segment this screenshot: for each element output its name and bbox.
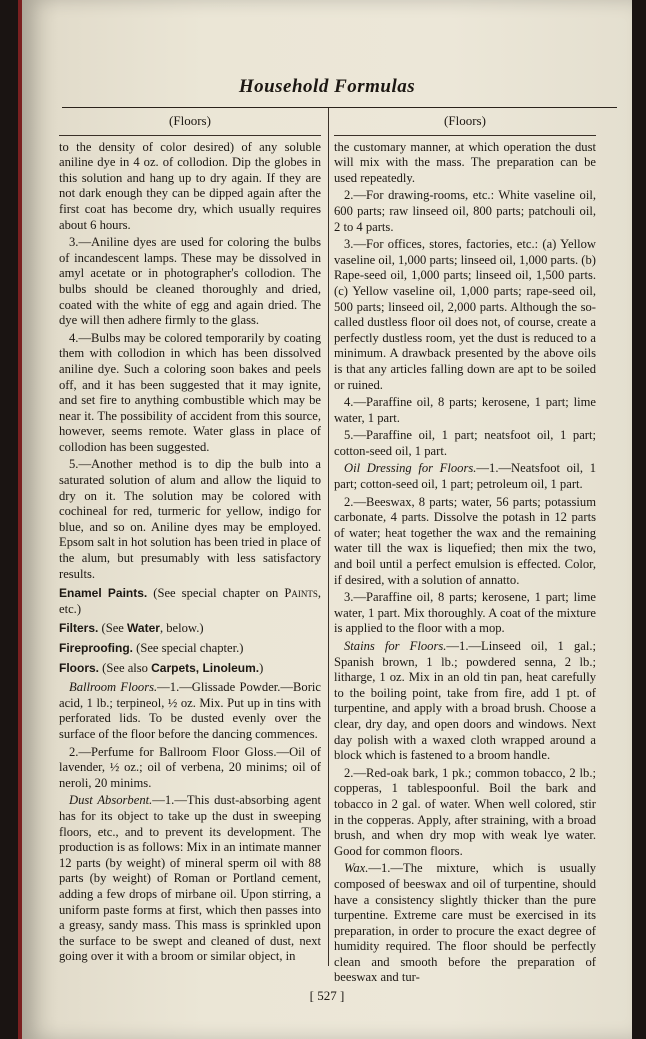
oil-dressing-paragraph	[334, 461, 596, 492]
page-number: [ 527 ]	[309, 988, 345, 1003]
entry-text-end: , etc.)	[59, 586, 322, 616]
entry-fireproofing	[59, 641, 321, 657]
entry-enamel-paints	[59, 586, 321, 617]
left-paragraph-1: to the density of color desired) of any soluble aniline dye in 4 oz. of collodion. Dip the globes in this solution and hang up to dry again. If they are not dark enough they can be dipped again after the first coat has become dry, which usually requires about 6 hours.	[59, 139, 321, 232]
subsection-title: Stains for Floors.	[344, 639, 447, 653]
running-head: Household Formulas	[238, 76, 416, 97]
subsection-title: Oil Dressing for Floors.	[344, 461, 477, 476]
entry-text-end: )	[259, 660, 264, 675]
entry-text-end: , below.)	[159, 621, 204, 636]
stains-paragraph	[334, 639, 596, 764]
entry-ref: Water	[127, 621, 160, 636]
entry-term: Floors.	[59, 660, 100, 675]
left-paragraph-3: 4.—Bulbs may be colored temporarily by coating them with collodion in which has been dissolved aniline dye. Such a coloring soon bakes and peels off, and it has been suggested that it may ignite, and set fire to anything combustible which may be near it. The possibility of accident from this source, however, seems remote. Water glass in place of collodion has been suggested.	[59, 330, 321, 454]
left-paragraph-5: 2.—Perfume for Ballroom Floor Gloss.—Oil of lavender, ½ oz.; oil of verbena, 20 minims; oil of neroli, 20 minims.	[59, 744, 321, 790]
entry-text: (See	[98, 621, 128, 636]
right-paragraph-5: 5.—Paraffine oil, 1 part; neatsfoot oil, 1 part; cotton-seed oil, 1 part.	[334, 428, 596, 458]
right-paragraph-1: the customary manner, at which operation the dust will mix with the mass. The preparation can be used repeatedly.	[334, 139, 596, 185]
right-paragraph-2: 2.—For drawing-rooms, etc.: White vaseline oil, 600 parts; raw linseed oil, 800 parts; patchouli oil, 2 to 4 parts.	[334, 188, 596, 234]
right-column	[334, 110, 596, 988]
subsection-text: —1.—This dust-absorbing agent has for its object to take up the dust in sweeping floors, etc., and to prevent its development. The production is as follows: Mix in an intimate manner 12 parts (by weight) of mineral sperm oil with 88 parts (by weight) of Roman or Portland cement, adding a few drops of mirbane oil. Upon stirring, a uniform paste forms at first, which then passes into a greasy, sandy mass. This mass is sprinkled upon the surface to be swept and cleaned of dust, next going over it with a broom or similar object, in	[59, 793, 321, 964]
right-section-head: (Floors)	[444, 113, 486, 128]
right-paragraph-4: 4.—Paraffine oil, 8 parts; kerosene, 1 part; lime water, 1 part.	[334, 395, 596, 425]
right-paragraph-3: 3.—For offices, stores, factories, etc.: (a) Yellow vaseline oil, 1,000 parts; linseed oil, 1,000 parts. (b) Rape-seed oil, 1,000 parts; linseed oil, 1,500 parts. (c) Yellow vaseline oil, 1,000 parts; rape-seed oil, 500 parts; linseed oil, 2,000 parts. Although the so-called dustless floor oil does not, of course, create a perfectly dustless room, yet the dust is reduced to a minimum. A drawback presented by the above oils is that any articles falling down are apt to be soiled or ruined.	[334, 237, 596, 392]
entry-floors	[59, 661, 321, 677]
right-paragraph-8: 2.—Red-oak bark, 1 pk.; common tobacco, 2 lb.; copperas, 1 tablespoonful. Boil the bark and tobacco in 2 gal. of water. When well colored, stir in the copperas. Apply, after straining, with a broad brush, and when dry mop with weak lye water. Good for common floors.	[334, 765, 596, 858]
subsection-title: Wax.	[344, 861, 369, 876]
subsection-title: Dust Absorbent.	[69, 793, 153, 808]
left-paragraph-4: 5.—Another method is to dip the bulb into a saturated solution of alum and allow the liquid to dry on it. The solution may be colored with cochineal for red, turmeric for yellow, indigo for blue, and so on. Aniline dyes may be employed. Epsom salt in hot solution has been tried in place of the alum, but presumably with less satisfactory results.	[59, 457, 321, 581]
entry-text: (See special chapter.)	[133, 641, 244, 655]
left-paragraph-2: 3.—Aniline dyes are used for coloring the bulbs of incandescent lamps. These may be dissolved in amyl acetate or in photographer's collodion. The bulbs should be cleaned thoroughly and dried, coated with the white of egg and again dried. The dye will then adhere firmly to the glass.	[59, 235, 321, 328]
entry-term: Filters.	[59, 621, 99, 636]
column-divider	[328, 108, 329, 966]
wax-paragraph	[334, 861, 596, 986]
subsection-title: Ballroom Floors.	[69, 680, 158, 695]
right-paragraph-6: 2.—Beeswax, 8 parts; water, 56 parts; potassium carbonate, 4 parts. Dissolve the potash in 12 parts of water; heat together the wax and the remaining water till the wax is liquefied; then mix the two, and boil until a perfect emulsion is effected. Color, if desired, with a solution of annatto.	[334, 494, 596, 587]
entry-text: (See special chapter on	[147, 586, 285, 601]
entry-filters	[59, 621, 321, 637]
subsection-text: —1.—Linseed oil, 1 gal.; Spanish brown, 1 lb.; powdered senna, 2 lb.; litharge, 1 oz. Mix in an old tin pan, heat carefully to the boiling point, take from fire, add 1 pt. of turpentine, and apply with a broad brush. Choose a clear, dry day, and open doors and windows. Next day polish with a waxed cloth wrapped around a block which is fastened to a broom handle.	[334, 639, 596, 763]
ballroom-floors-paragraph	[59, 680, 321, 742]
right-paragraph-7: 3.—Paraffine oil, 8 parts; kerosene, 1 part; lime water, 1 part. Mix thoroughly. A coat of the mixture is applied to the floor with a mop.	[334, 590, 596, 636]
subsection-text: —1.—Neatsfoot oil, 1 part; cotton-seed oil, 1 part; petroleum oil, 1 part.	[334, 461, 597, 492]
entry-term: Enamel Paints.	[59, 586, 148, 601]
left-head-rule	[59, 135, 321, 136]
subsection-text: —1.—The mixture, which is usually composed of beeswax and oil of turpentine, should have a consistency slightly thicker than the pure turpentine. Extreme care must be exercised in its preparation, in order to procure the exact degree of humidity required. The floor should be perfectly clean and smooth before the preparation of beeswax and tur-	[334, 861, 596, 985]
entry-term: Fireproofing.	[59, 641, 133, 655]
left-section-head: (Floors)	[169, 113, 211, 128]
right-head-rule	[334, 135, 596, 136]
entry-ref: Carpets, Linoleum.	[151, 660, 260, 675]
entry-ref: Paints	[284, 586, 318, 601]
dust-absorbent-paragraph	[59, 793, 321, 965]
book-page	[18, 0, 632, 1039]
subsection-text: —1.—Glissade Powder.—Boric acid, 1 lb.; terpineol, ½ oz. Mix. Put up in tins with perforated lids. To be dusted evenly over the surface of the floor before the dancing commences.	[59, 680, 321, 741]
entry-text: (See also	[99, 660, 152, 675]
header-rule	[62, 107, 617, 108]
left-column	[59, 110, 321, 967]
